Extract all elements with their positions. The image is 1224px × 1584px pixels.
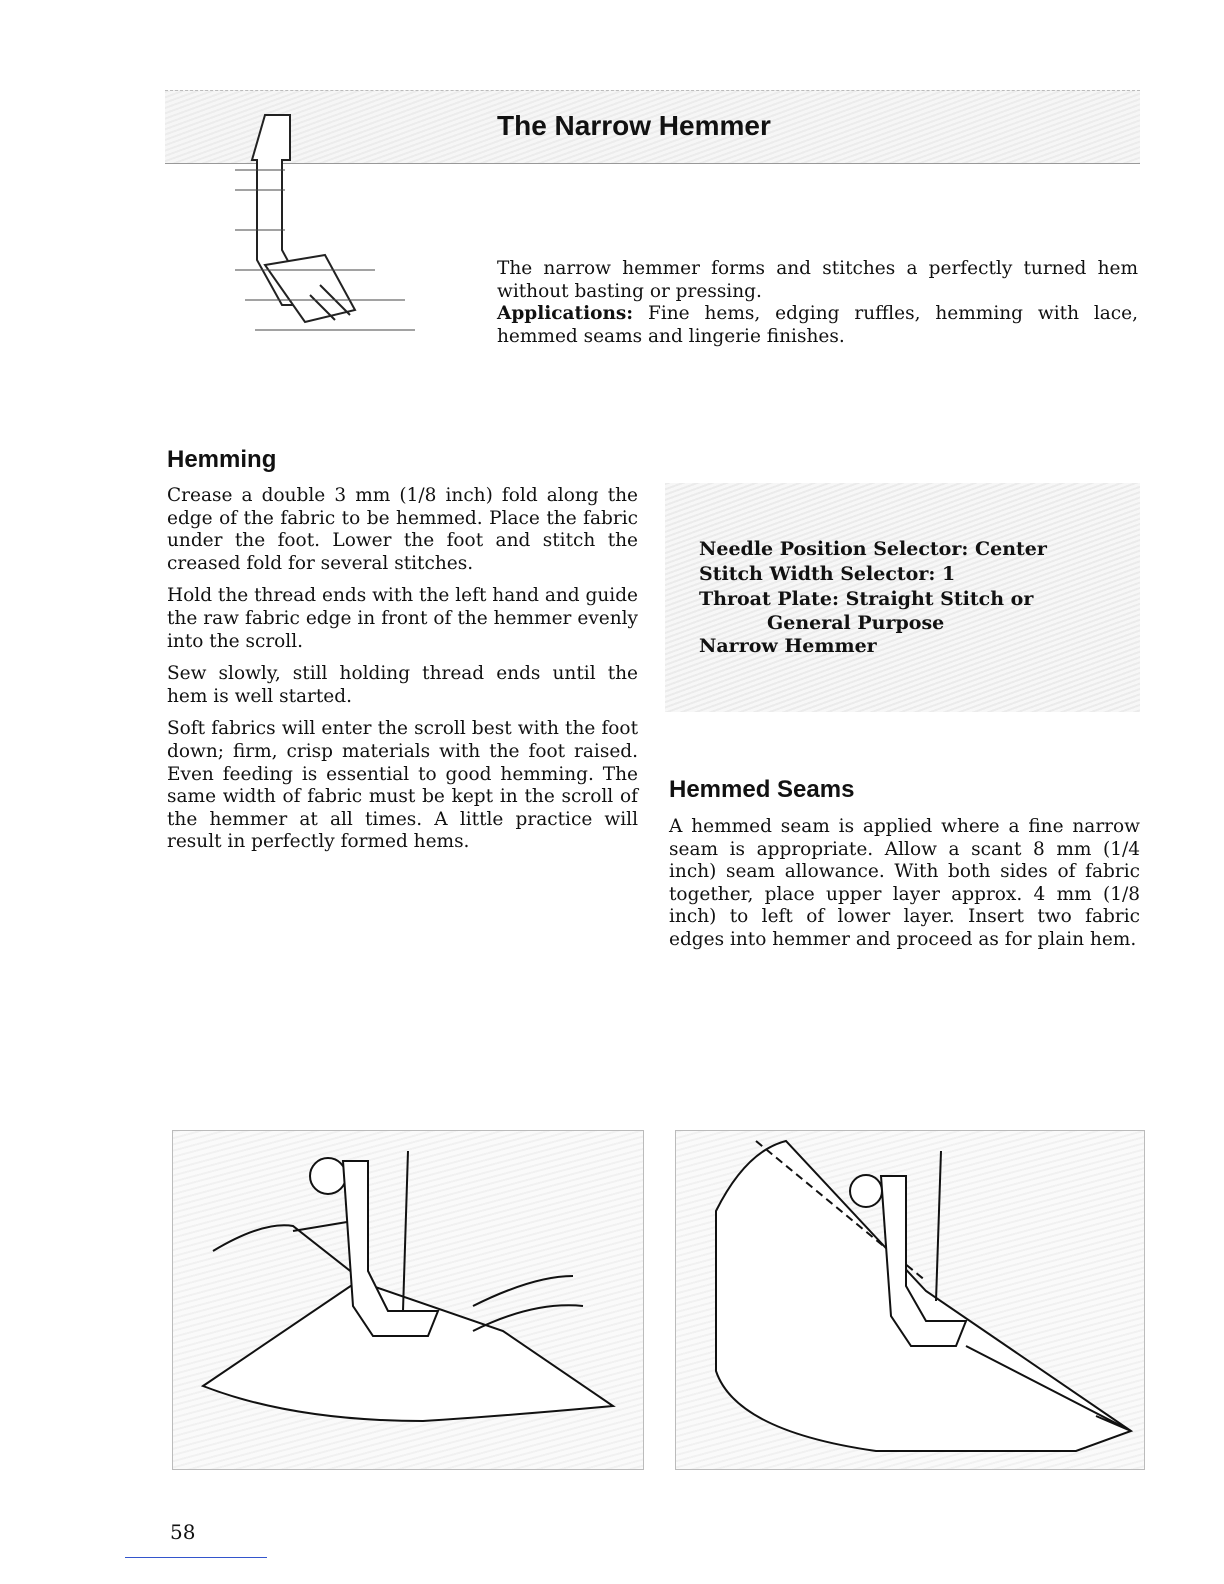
page-number: 58 [170,1520,196,1544]
hemming-paragraph: Hold the thread ends with the left hand and guide the raw fabric edge in front of the hemmer evenly into the scroll. [167,585,638,652]
page-title: The Narrow Hemmer [497,110,771,141]
hemming-paragraph: Crease a double 3 mm (1/8 inch) fold along the edge of the fabric to be hemmed. Place the fabric under the foot. Lower the foot and stitch the creased fold for several stitches. [167,485,638,574]
intro [497,258,1138,348]
narrow-hemmer-foot-illustration [225,100,430,365]
hemming-paragraph: Sew slowly, still holding thread ends until the hem is well started. [167,663,638,707]
hemmed-seams-heading: Hemmed Seams [669,776,855,803]
hemmed-seams-illustration [675,1130,1145,1470]
setting-line: Stitch Width Selector: 1 [699,563,956,585]
setting-line: Narrow Hemmer [699,635,877,657]
intro-text: The narrow hemmer forms and stitches a perfectly turned hem without basting or pressing. [497,258,1138,302]
machine-settings-box [665,483,1140,712]
hemming-heading: Hemming [167,446,277,473]
setting-line: Throat Plate: Straight Stitch or [699,588,1034,610]
hemming-section [167,485,638,864]
hemmed-seams-section [669,816,1140,962]
footer-rule [125,1557,267,1558]
hemmed-seams-text: A hemmed seam is applied where a fine narrow seam is appropriate. Allow a scant 8 mm (1/4 inch) seam allowance. With both sides of fabric together, place upper layer approx. 4 mm (1/8 inch) to left of lower layer. Insert two fabric edges into hemmer and proceed as for plain hem. [669,816,1140,950]
hemming-paragraph: Soft fabrics will enter the scroll best with the foot down; firm, crisp materials with the foot raised. Even feeding is essential to good hemming. The same width of fabric must be kept in the scroll of the hemmer at all times. A little practice will result in perfectly formed hems. [167,718,638,853]
setting-line: Needle Position Selector: Center [699,538,1047,560]
applications-label: Applications: [497,303,634,325]
applications-text: Fine hems, edging ruffles, hemming with lace, hemmed seams and lingerie finishes. [497,303,1138,347]
setting-line: General Purpose [767,612,945,634]
hemming-illustration [172,1130,644,1470]
